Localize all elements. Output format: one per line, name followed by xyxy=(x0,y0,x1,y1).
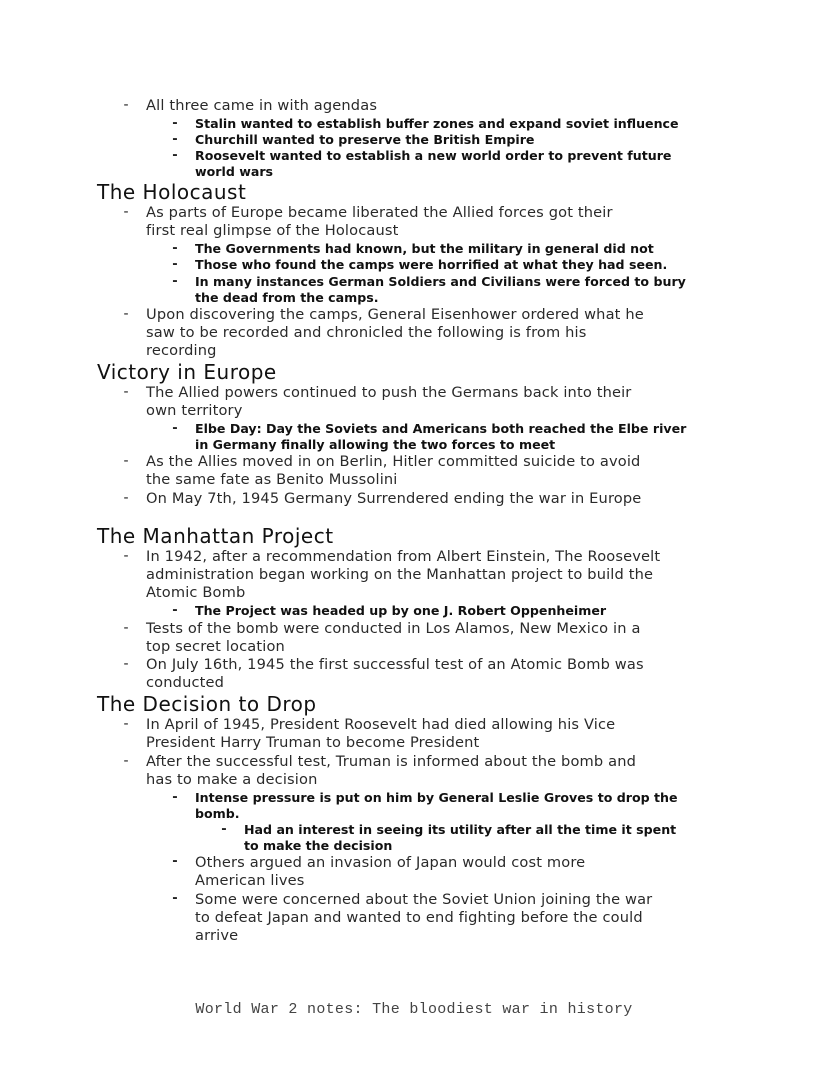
bullet-text: own territory xyxy=(146,402,243,419)
bullet-dash: - xyxy=(123,204,129,220)
sub-bullet-dash: - xyxy=(172,790,178,805)
bullet-dash: - xyxy=(123,453,129,469)
sub-bullet-dash: - xyxy=(172,603,178,618)
bullet-dash: - xyxy=(123,306,129,322)
bullet-text: All three came in with agendas xyxy=(146,97,378,114)
bullet-text: administration began working on the Manhattan project to build the xyxy=(146,566,654,583)
sub-bullet-text: the dead from the camps. xyxy=(195,290,379,305)
bullet-dash: - xyxy=(123,656,129,672)
sub-sub-bullet-text: Had an interest in seeing its utility after all the time it spent xyxy=(244,822,677,837)
bullet-dash: - xyxy=(123,97,129,113)
section-heading-holocaust: The Holocaust xyxy=(97,180,247,204)
sub-sub-bullet-dash: - xyxy=(221,822,227,837)
bullet-text: In April of 1945, President Roosevelt had died allowing his Vice xyxy=(146,716,616,733)
sub-bullet-text: Others argued an invasion of Japan would cost more xyxy=(195,854,586,871)
sub-bullet-text: in Germany finally allowing the two forces to meet xyxy=(195,437,556,452)
bullet-text: has to make a decision xyxy=(146,771,318,788)
section-heading-decision: The Decision to Drop xyxy=(97,692,317,716)
sub-bullet-dash: - xyxy=(172,148,178,163)
bullet-dash: - xyxy=(123,384,129,400)
bullet-text: first real glimpse of the Holocaust xyxy=(146,222,399,239)
bullet-text: President Harry Truman to become President xyxy=(146,734,480,751)
sub-bullet-dash: - xyxy=(172,421,178,436)
bullet-dash: - xyxy=(123,716,129,732)
sub-bullet-dash: - xyxy=(172,241,178,256)
page-footer: World War 2 notes: The bloodiest war in history xyxy=(195,1001,633,1018)
sub-bullet-text: Some were concerned about the Soviet Union joining the war xyxy=(195,891,653,908)
bullet-dash: - xyxy=(123,548,129,564)
bullet-text: recording xyxy=(146,342,217,359)
bullet-text: In 1942, after a recommendation from Albert Einstein, The Roosevelt xyxy=(146,548,661,565)
sub-bullet-dash: - xyxy=(172,854,178,869)
sub-bullet-dash: - xyxy=(172,274,178,289)
sub-bullet-text: to defeat Japan and wanted to end fighting before the could xyxy=(195,909,643,926)
sub-bullet-text: Churchill wanted to preserve the British Empire xyxy=(195,132,535,147)
section-heading-manhattan: The Manhattan Project xyxy=(97,524,334,548)
sub-bullet-text: The Project was headed up by one J. Robert Oppenheimer xyxy=(195,603,607,618)
bullet-text: the same fate as Benito Mussolini xyxy=(146,471,398,488)
bullet-text: Upon discovering the camps, General Eisenhower ordered what he xyxy=(146,306,644,323)
bullet-text: After the successful test, Truman is informed about the bomb and xyxy=(146,753,637,770)
bullet-dash: - xyxy=(123,490,129,506)
bullet-text: Tests of the bomb were conducted in Los Alamos, New Mexico in a xyxy=(146,620,641,637)
sub-bullet-text: Stalin wanted to establish buffer zones and expand soviet influence xyxy=(195,116,679,131)
bullet-text: The Allied powers continued to push the Germans back into their xyxy=(146,384,632,401)
sub-bullet-dash: - xyxy=(172,257,178,272)
bullet-text: Atomic Bomb xyxy=(146,584,246,601)
section-heading-victory: Victory in Europe xyxy=(97,360,277,384)
bullet-dash: - xyxy=(123,753,129,769)
bullet-text: On May 7th, 1945 Germany Surrendered ending the war in Europe xyxy=(146,490,642,507)
bullet-text: conducted xyxy=(146,674,225,691)
sub-bullet-text: Elbe Day: Day the Soviets and Americans both reached the Elbe river xyxy=(195,421,687,436)
bullet-text: As parts of Europe became liberated the Allied forces got their xyxy=(146,204,613,221)
sub-bullet-text: Roosevelt wanted to establish a new world order to prevent future xyxy=(195,148,672,163)
sub-sub-bullet-text: to make the decision xyxy=(244,838,393,853)
bullet-text: top secret location xyxy=(146,638,285,655)
sub-bullet-text: arrive xyxy=(195,927,239,944)
bullet-text: saw to be recorded and chronicled the following is from his xyxy=(146,324,587,341)
sub-bullet-text: world wars xyxy=(195,164,274,179)
sub-bullet-text: In many instances German Soldiers and Civilians were forced to bury xyxy=(195,274,686,289)
sub-bullet-dash: - xyxy=(172,116,178,131)
sub-bullet-text: The Governments had known, but the military in general did not xyxy=(195,241,654,256)
bullet-dash: - xyxy=(123,620,129,636)
sub-bullet-text: Intense pressure is put on him by General Leslie Groves to drop the xyxy=(195,790,678,805)
bullet-text: As the Allies moved in on Berlin, Hitler committed suicide to avoid xyxy=(146,453,641,470)
sub-bullet-dash: - xyxy=(172,132,178,147)
sub-bullet-dash: - xyxy=(172,891,178,906)
bullet-text: On July 16th, 1945 the first successful test of an Atomic Bomb was xyxy=(146,656,644,673)
sub-bullet-text: bomb. xyxy=(195,806,240,821)
sub-bullet-text: Those who found the camps were horrified at what they had seen. xyxy=(195,257,668,272)
sub-bullet-text: American lives xyxy=(195,872,305,889)
